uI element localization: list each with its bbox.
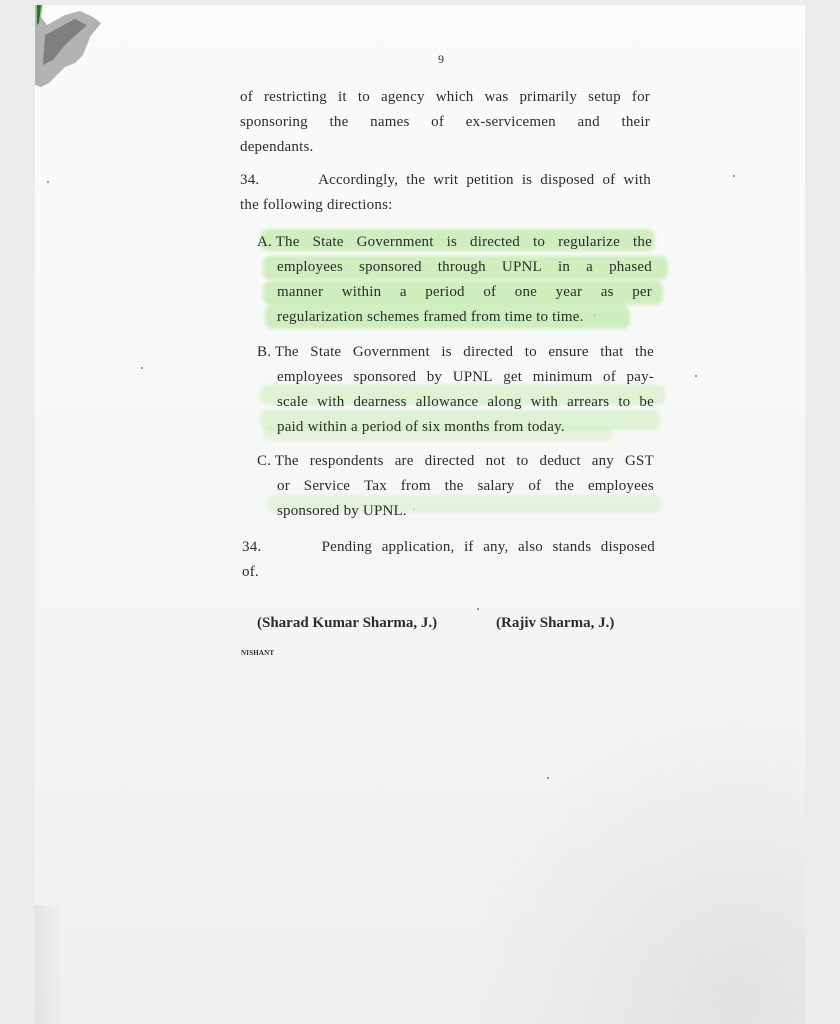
word: pay- <box>626 369 654 385</box>
paper-shadow <box>465 705 805 1024</box>
word: is <box>446 234 458 250</box>
paragraph-34-pending <box>242 535 655 585</box>
word: Government <box>356 234 434 250</box>
word: are <box>394 453 414 469</box>
word: sponsored <box>359 259 422 275</box>
word: scale <box>277 394 308 410</box>
word: to <box>618 394 631 410</box>
word: employees <box>277 369 343 385</box>
word: petition <box>466 172 514 188</box>
word: the <box>444 478 464 494</box>
word: directed <box>424 453 475 469</box>
word: employees <box>587 478 654 494</box>
word: of <box>483 284 497 300</box>
torn-corner-mark <box>35 5 115 95</box>
paragraph-number: 34. <box>240 172 260 188</box>
word: not <box>485 453 506 469</box>
word: UPNL <box>452 369 493 385</box>
word: agency <box>381 89 425 105</box>
word: application, <box>381 539 455 555</box>
word: get <box>503 369 523 385</box>
speck <box>733 175 735 177</box>
word: per <box>632 284 652 300</box>
word: sponsoring <box>240 114 308 130</box>
direction-b-line-3 <box>277 390 654 415</box>
word: is <box>521 172 533 188</box>
direction-a-line-4 <box>277 305 652 330</box>
paragraph-34-line-1 <box>240 168 651 193</box>
word: writ <box>433 172 459 188</box>
direction-c-line-2 <box>277 474 654 499</box>
word: of <box>240 89 253 105</box>
word: and <box>577 114 600 130</box>
word: if <box>464 539 474 555</box>
word: respondents <box>309 453 384 469</box>
direction-b-line-2 <box>277 365 654 390</box>
word: ex-servicemen <box>465 114 556 130</box>
word: disposed <box>540 172 595 188</box>
pen-tick-mark: ′ <box>412 506 416 518</box>
word: C. The <box>257 453 299 469</box>
word: also <box>518 539 543 555</box>
word: primarily <box>519 89 578 105</box>
typist-initials: NISHANT <box>241 649 275 657</box>
word: Accordingly, <box>318 172 399 188</box>
paragraph-34-line-2: the following directions: <box>240 197 393 213</box>
pen-tick-mark: ′ <box>593 312 597 324</box>
paragraph-34-disposal <box>240 168 651 218</box>
direction-a-line-3 <box>277 280 652 305</box>
word: which <box>435 89 474 105</box>
word: ensure <box>548 344 589 360</box>
page-number: 9 <box>438 52 444 66</box>
word: UPNL <box>501 259 542 275</box>
direction-a-line-1 <box>257 230 652 255</box>
direction-b-line-4: paid within a period of six months from today. <box>277 419 565 435</box>
intro-line-2 <box>240 110 650 135</box>
word: a <box>586 259 593 275</box>
intro-line-1 <box>240 85 650 110</box>
word: A. The <box>257 234 300 250</box>
word: to <box>516 453 529 469</box>
word: Tax <box>364 478 387 494</box>
word: salary <box>477 478 515 494</box>
word: through <box>437 259 486 275</box>
word: one <box>514 284 538 300</box>
speck <box>141 367 143 369</box>
word: of <box>603 369 616 385</box>
direction-b-line-1 <box>257 340 654 365</box>
direction-b <box>257 340 654 440</box>
word: phased <box>609 259 652 275</box>
word: Government <box>352 344 430 360</box>
word: sponsored <box>353 369 417 385</box>
word: disposed <box>600 539 655 555</box>
intro-line-3: dependants. <box>240 139 314 155</box>
direction-c-line-3 <box>277 499 654 524</box>
word: along <box>487 394 522 410</box>
speck <box>477 608 479 610</box>
word: it <box>338 89 347 105</box>
word: be <box>639 394 654 410</box>
word: to <box>357 89 370 105</box>
intro-paragraph <box>240 85 650 160</box>
word: restricting <box>263 89 327 105</box>
word: with <box>623 172 651 188</box>
word: setup <box>588 89 621 105</box>
word: within <box>341 284 382 300</box>
word: with <box>530 394 559 410</box>
signature-right: (Rajiv Sharma, J.) <box>496 615 615 631</box>
paragraph-34b-line-1 <box>242 535 655 560</box>
word: directed <box>463 344 514 360</box>
direction-c <box>257 449 654 524</box>
word: GST <box>625 453 654 469</box>
word: to <box>524 344 537 360</box>
word: allowance <box>415 394 479 410</box>
word: manner <box>277 284 324 300</box>
word: any <box>591 453 614 469</box>
paragraph-34b-line-2: of. <box>242 564 259 580</box>
word: year <box>555 284 583 300</box>
word: B. The <box>257 344 299 360</box>
word: employees <box>277 259 343 275</box>
word: the <box>555 478 575 494</box>
word: with <box>316 394 345 410</box>
word: in <box>557 259 571 275</box>
document-page <box>35 5 805 1024</box>
line-text: regularization schemes framed from time to time. <box>277 309 584 325</box>
word: the <box>635 344 654 360</box>
word: that <box>600 344 624 360</box>
word: the <box>329 114 349 130</box>
word: State <box>312 234 344 250</box>
word: the <box>633 234 652 250</box>
word: their <box>621 114 650 130</box>
direction-a-line-2 <box>277 255 652 280</box>
word: is <box>441 344 452 360</box>
speck <box>547 777 549 779</box>
signature-left: (Sharad Kumar Sharma, J.) <box>257 615 438 631</box>
word: to <box>532 234 546 250</box>
word: regularize <box>558 234 621 250</box>
word: any, <box>483 539 509 555</box>
line-text: sponsored by UPNL. <box>277 503 407 519</box>
word: names <box>370 114 410 130</box>
speck <box>47 181 49 183</box>
word: or <box>277 478 290 494</box>
word: of <box>602 172 616 188</box>
word: directed <box>470 234 520 250</box>
word: for <box>631 89 650 105</box>
word: Pending <box>321 539 373 555</box>
word: by <box>426 369 443 385</box>
word: a <box>399 284 407 300</box>
word: period <box>425 284 465 300</box>
word: of <box>528 478 542 494</box>
word: the <box>406 172 426 188</box>
word: of <box>431 114 445 130</box>
direction-a <box>257 230 652 330</box>
word: dearness <box>353 394 407 410</box>
word: arrears <box>567 394 610 410</box>
word: State <box>310 344 342 360</box>
speck <box>695 375 697 377</box>
paragraph-number: 34. <box>242 539 262 555</box>
word: Service <box>303 478 351 494</box>
direction-c-line-1 <box>257 449 654 474</box>
word: deduct <box>539 453 581 469</box>
paper-fold-shadow <box>35 905 65 1024</box>
word: minimum <box>532 369 593 385</box>
word: stands <box>552 539 592 555</box>
word: was <box>484 89 509 105</box>
word: from <box>400 478 431 494</box>
word: as <box>600 284 614 300</box>
